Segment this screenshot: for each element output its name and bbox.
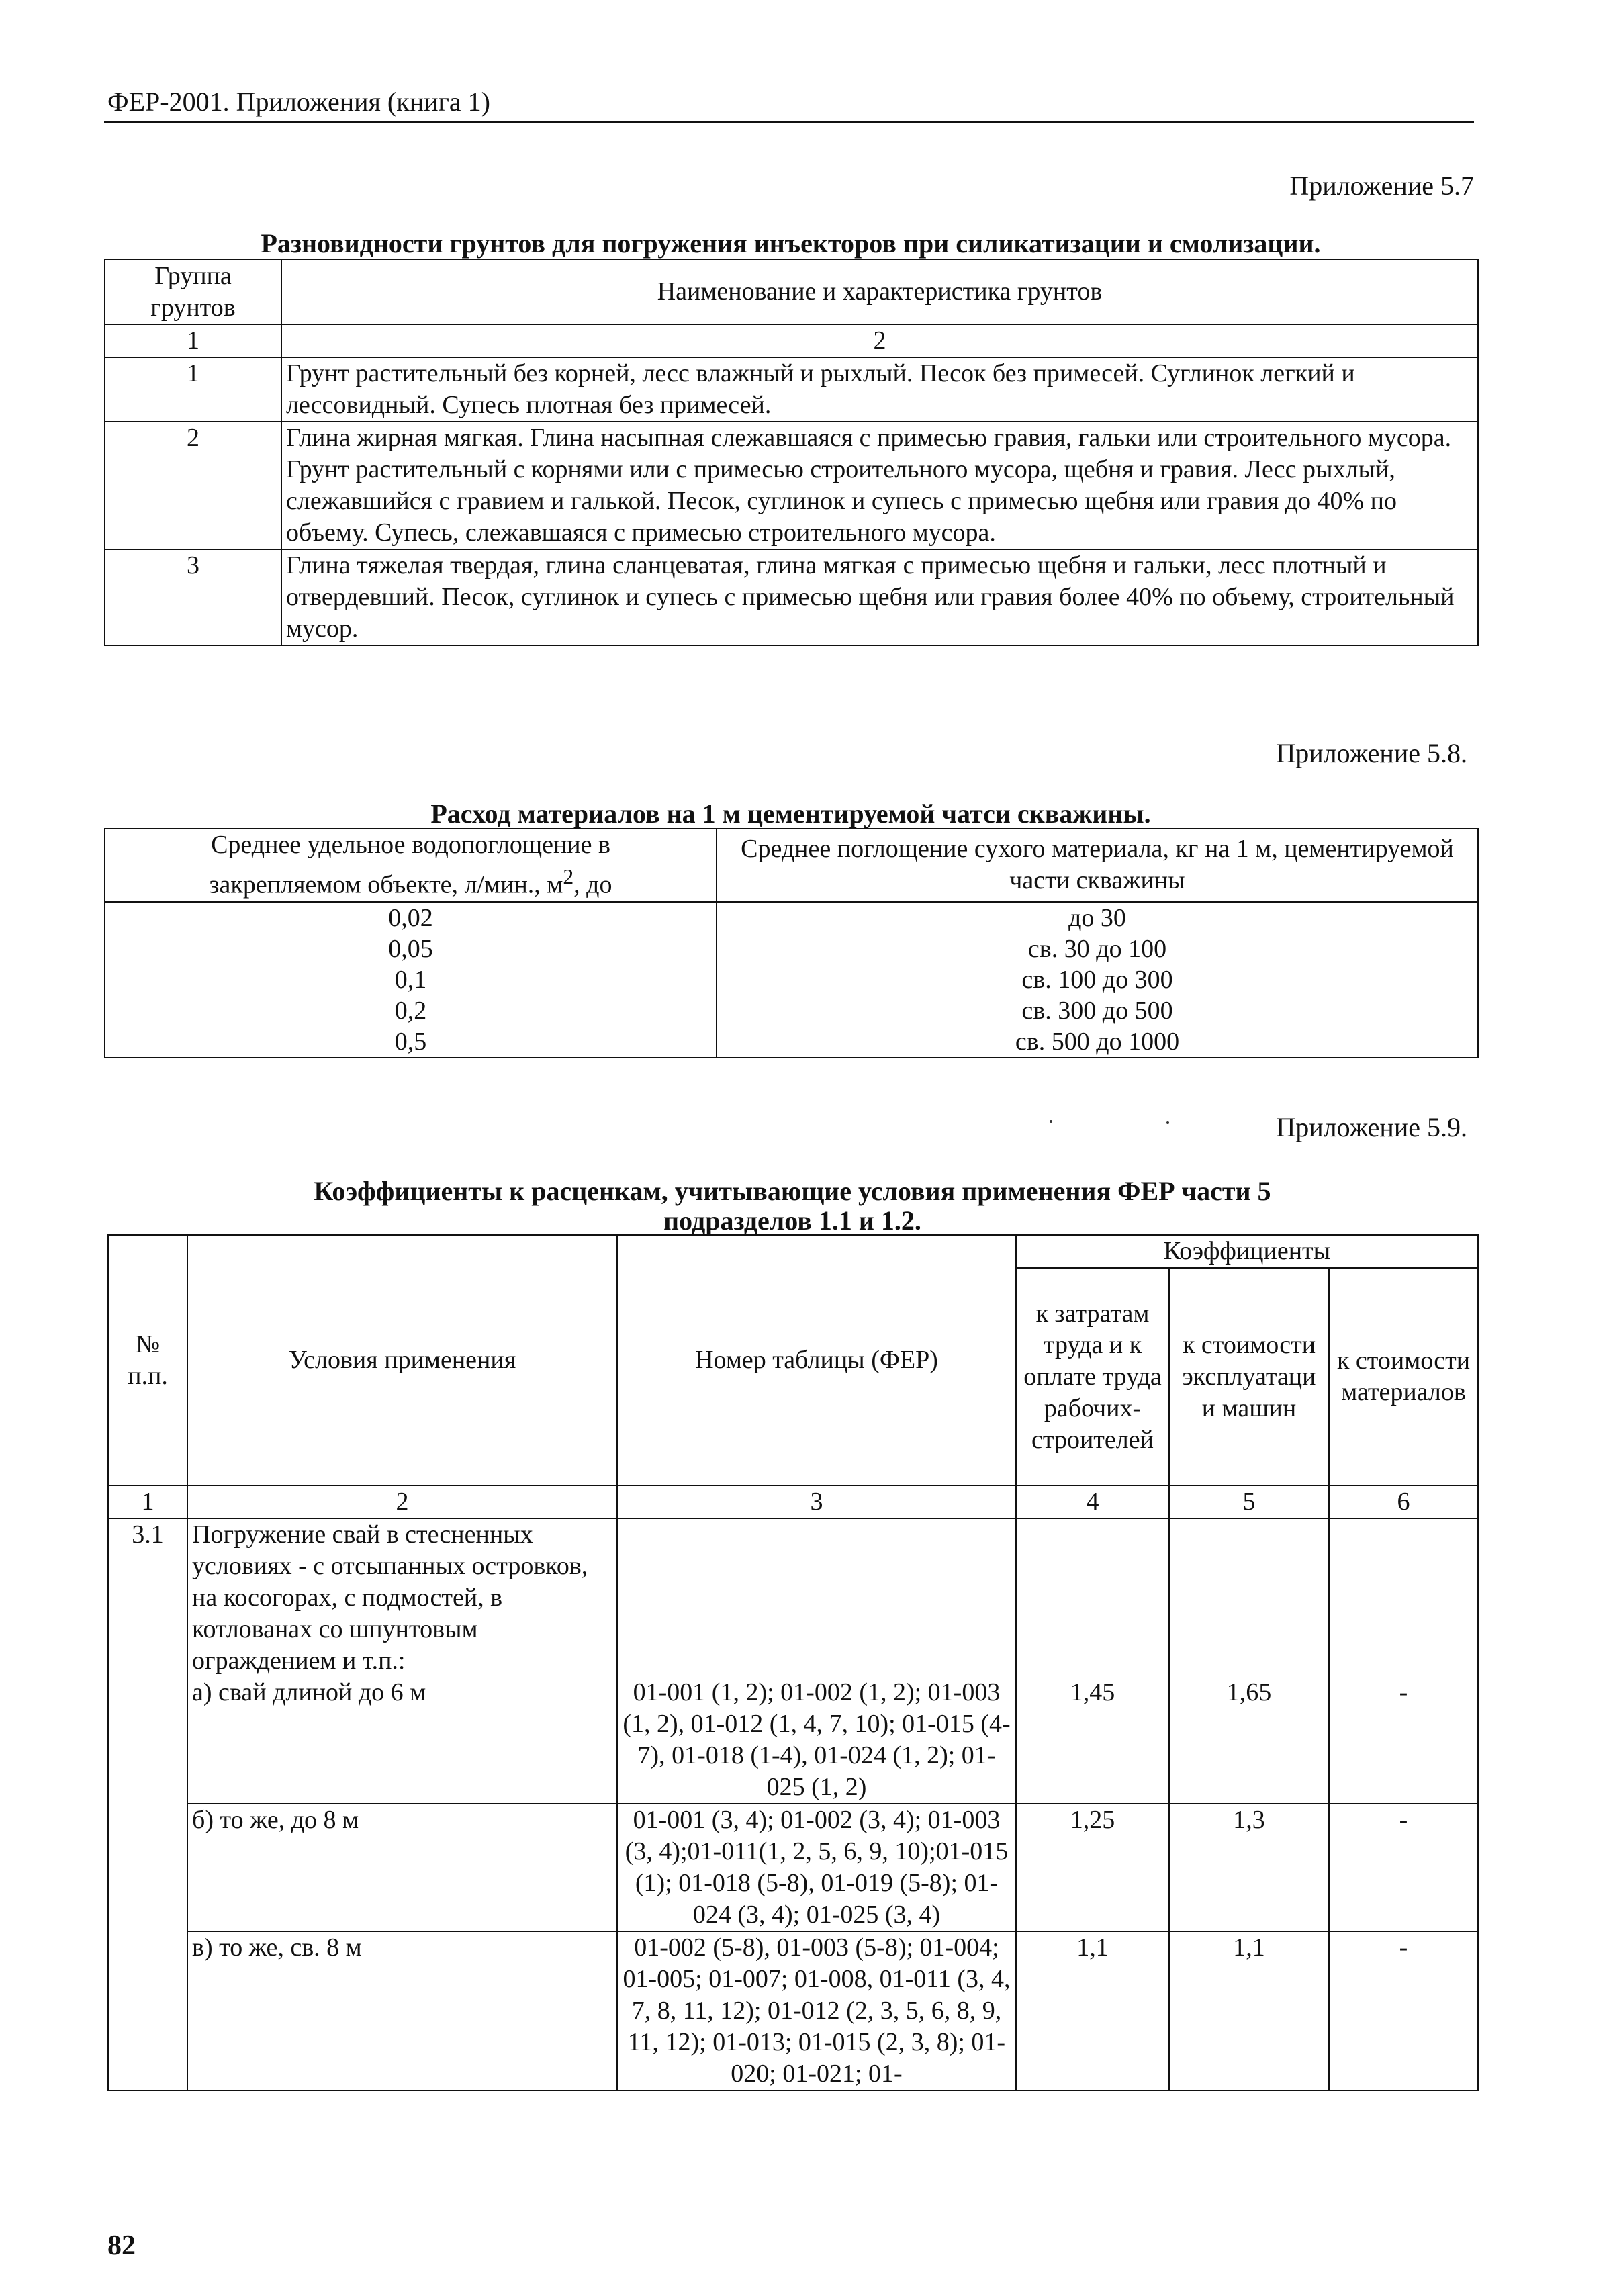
table-header-row [105,829,1478,902]
running-header: ФЕР-2001. Приложения (книга 1) [107,87,490,117]
machines-coef: 1,65 [1169,1518,1329,1804]
table-numbers-cell: 01-001 (3, 4); 01-002 (3, 4); 01-003 (3, 4);01-011(1, 2, 5, 6, 9, 10);01-015 (1); 01-018 (5-8), 01-019 (5-8); 01-024 (3, 4); 01-025 (3, 4) [617,1804,1016,1931]
appendix-5-8-label: Приложение 5.8. [1276,738,1467,768]
column-number: 4 [1016,1485,1169,1518]
scan-speck [1050,1120,1052,1123]
description-cell: Грунт растительный без корней, лесс влажный и рыхлый. Песок без примесей. Суглинок легкий и лессовидный. Супесь плотная без примесей. [281,357,1478,422]
page-number: 82 [107,2230,136,2261]
header-machines: к стоимости эксплуатаци и машин [1169,1268,1329,1485]
table-row [108,1518,1478,1804]
header-table-no: Номер таблицы (ФЕР) [617,1235,1016,1485]
description-cell: Глина тяжелая твердая, глина сланцеватая, глина мягкая с примесью щебня и гальки, лесс плотный и отвердевший. Песок, суглинок и супесь с примесью щебня или гравия более 40% по объему, строительный мусор. [281,549,1478,645]
header-materials: к стоимости материалов [1329,1268,1478,1485]
column-number: 1 [105,324,281,357]
table-row [105,357,1478,422]
table-row [105,549,1478,645]
condition-intro: Погружение свай в стесненных условиях - с отсыпанных островков, на косогорах, с подмостей, в котлованах со шпунтовым ограждением и т.п.: [192,1520,588,1675]
condition-text: в) то же, св. 8 м [187,1931,617,2091]
row-number: 3.1 [108,1518,187,2091]
table-row [108,1931,1478,2091]
machines-coef: 1,1 [1169,1931,1329,2091]
materials-coef: - [1329,1931,1478,2091]
soil-types-table [104,259,1479,646]
table-numbers-cell: 01-002 (5-8), 01-003 (5-8); 01-004; 01-005; 01-007; 01-008, 01-011 (3, 4, 7, 8, 11, 12); 01-012 (2, 3, 5, 6, 8, 9, 11, 12); 01-013; 01-015 (2, 3, 8); 01-020; 01-021; 01- [617,1931,1016,2091]
header-consumption: Среднее поглощение сухого материала, кг на 1 м, цементируемой части скважины [717,829,1478,902]
column-numbering-row [105,324,1478,357]
machines-coef: 1,3 [1169,1804,1329,1931]
superscript: 2 [563,865,574,888]
appendix-5-9-caption [107,1177,1477,1236]
consumption-value: св. 30 до 100 [1027,934,1167,963]
header-absorption-line2: закрепляемом объекте, л/мин., м [209,870,563,899]
column-number: 2 [281,324,1478,357]
caption-line: подразделов 1.1 и 1.2. [663,1205,921,1236]
absorption-value: 0,5 [394,1027,427,1056]
column-numbering-row [108,1485,1478,1518]
group-cell: 2 [105,422,281,549]
caption-line: Коэффициенты к расценкам, учитывающие условия применения ФЕР части 5 [314,1176,1271,1206]
header-absorption [105,829,717,902]
group-cell: 1 [105,357,281,422]
materials-coef: - [1329,1518,1478,1804]
consumption-value: св. 500 до 1000 [1015,1027,1180,1056]
absorption-value: 0,2 [394,996,427,1025]
group-cell: 3 [105,549,281,645]
absorption-value: 0,1 [394,965,427,994]
header-absorption-line2-end: , до [573,870,612,899]
header-name: Наименование и характеристика грунтов [281,259,1478,324]
coefficients-table [107,1234,1479,2091]
condition-cell [187,1518,617,1804]
materials-coef: - [1329,1804,1478,1931]
header-group: Группа грунтов [105,259,281,324]
material-consumption-table [104,828,1479,1058]
absorption-value: 0,02 [388,903,433,932]
labor-coef: 1,45 [1016,1518,1169,1804]
header-labor: к затратам труда и к оплате труда рабочих-строителей [1016,1268,1169,1485]
column-number: 6 [1329,1485,1478,1518]
appendix-5-9-label: Приложение 5.9. [1276,1112,1467,1142]
consumption-value: св. 100 до 300 [1021,965,1173,994]
column-number: 3 [617,1485,1016,1518]
header-conditions: Условия применения [187,1235,617,1485]
header-num: № п.п. [108,1235,187,1485]
table-numbers-cell: 01-001 (1, 2); 01-002 (1, 2); 01-003 (1, 2), 01-012 (1, 4, 7, 10); 01-015 (4-7), 01-018 (1-4), 01-024 (1, 2); 01-025 (1, 2) [617,1518,1016,1804]
consumption-values [717,902,1478,1058]
header-rule [104,121,1474,123]
table-row [105,902,1478,1058]
appendix-5-8-caption: Расход материалов на 1 м цементируемой чатси скважины. [430,798,1151,829]
labor-coef: 1,1 [1016,1931,1169,2091]
header-coefficients: Коэффициенты [1016,1235,1478,1268]
table-header-row [108,1235,1478,1268]
header-absorption-line1: Среднее удельное водопоглощение в [211,831,610,859]
column-number: 1 [108,1485,187,1518]
description-cell: Глина жирная мягкая. Глина насыпная слежавшаяся с примесью гравия, гальки или строительного мусора. Грунт растительный с корнями или с примесью строительного мусора, щебня и гравия. Лесс рыхлый, слежавшийся с гравием и галькой. Песок, суглинок и супесь с примесью щебня или гравия до 40% по объему. Супесь, слежавшаяся с примесью строительного мусора. [281,422,1478,549]
absorption-value: 0,05 [388,934,433,963]
condition-text: а) свай длиной до 6 м [192,1678,426,1706]
appendix-5-7-label: Приложение 5.7 [1289,171,1474,201]
consumption-value: до 30 [1068,903,1126,932]
table-row [108,1804,1478,1931]
column-number: 2 [187,1485,617,1518]
table-header-row [105,259,1478,324]
table-row [105,422,1478,549]
condition-text: б) то же, до 8 м [187,1804,617,1931]
appendix-5-7-caption: Разновидности грунтов для погружения инъекторов при силикатизации и смолизации. [261,228,1321,259]
absorption-values [105,902,717,1058]
consumption-value: св. 300 до 500 [1021,996,1173,1025]
column-number: 5 [1169,1485,1329,1518]
labor-coef: 1,25 [1016,1804,1169,1931]
